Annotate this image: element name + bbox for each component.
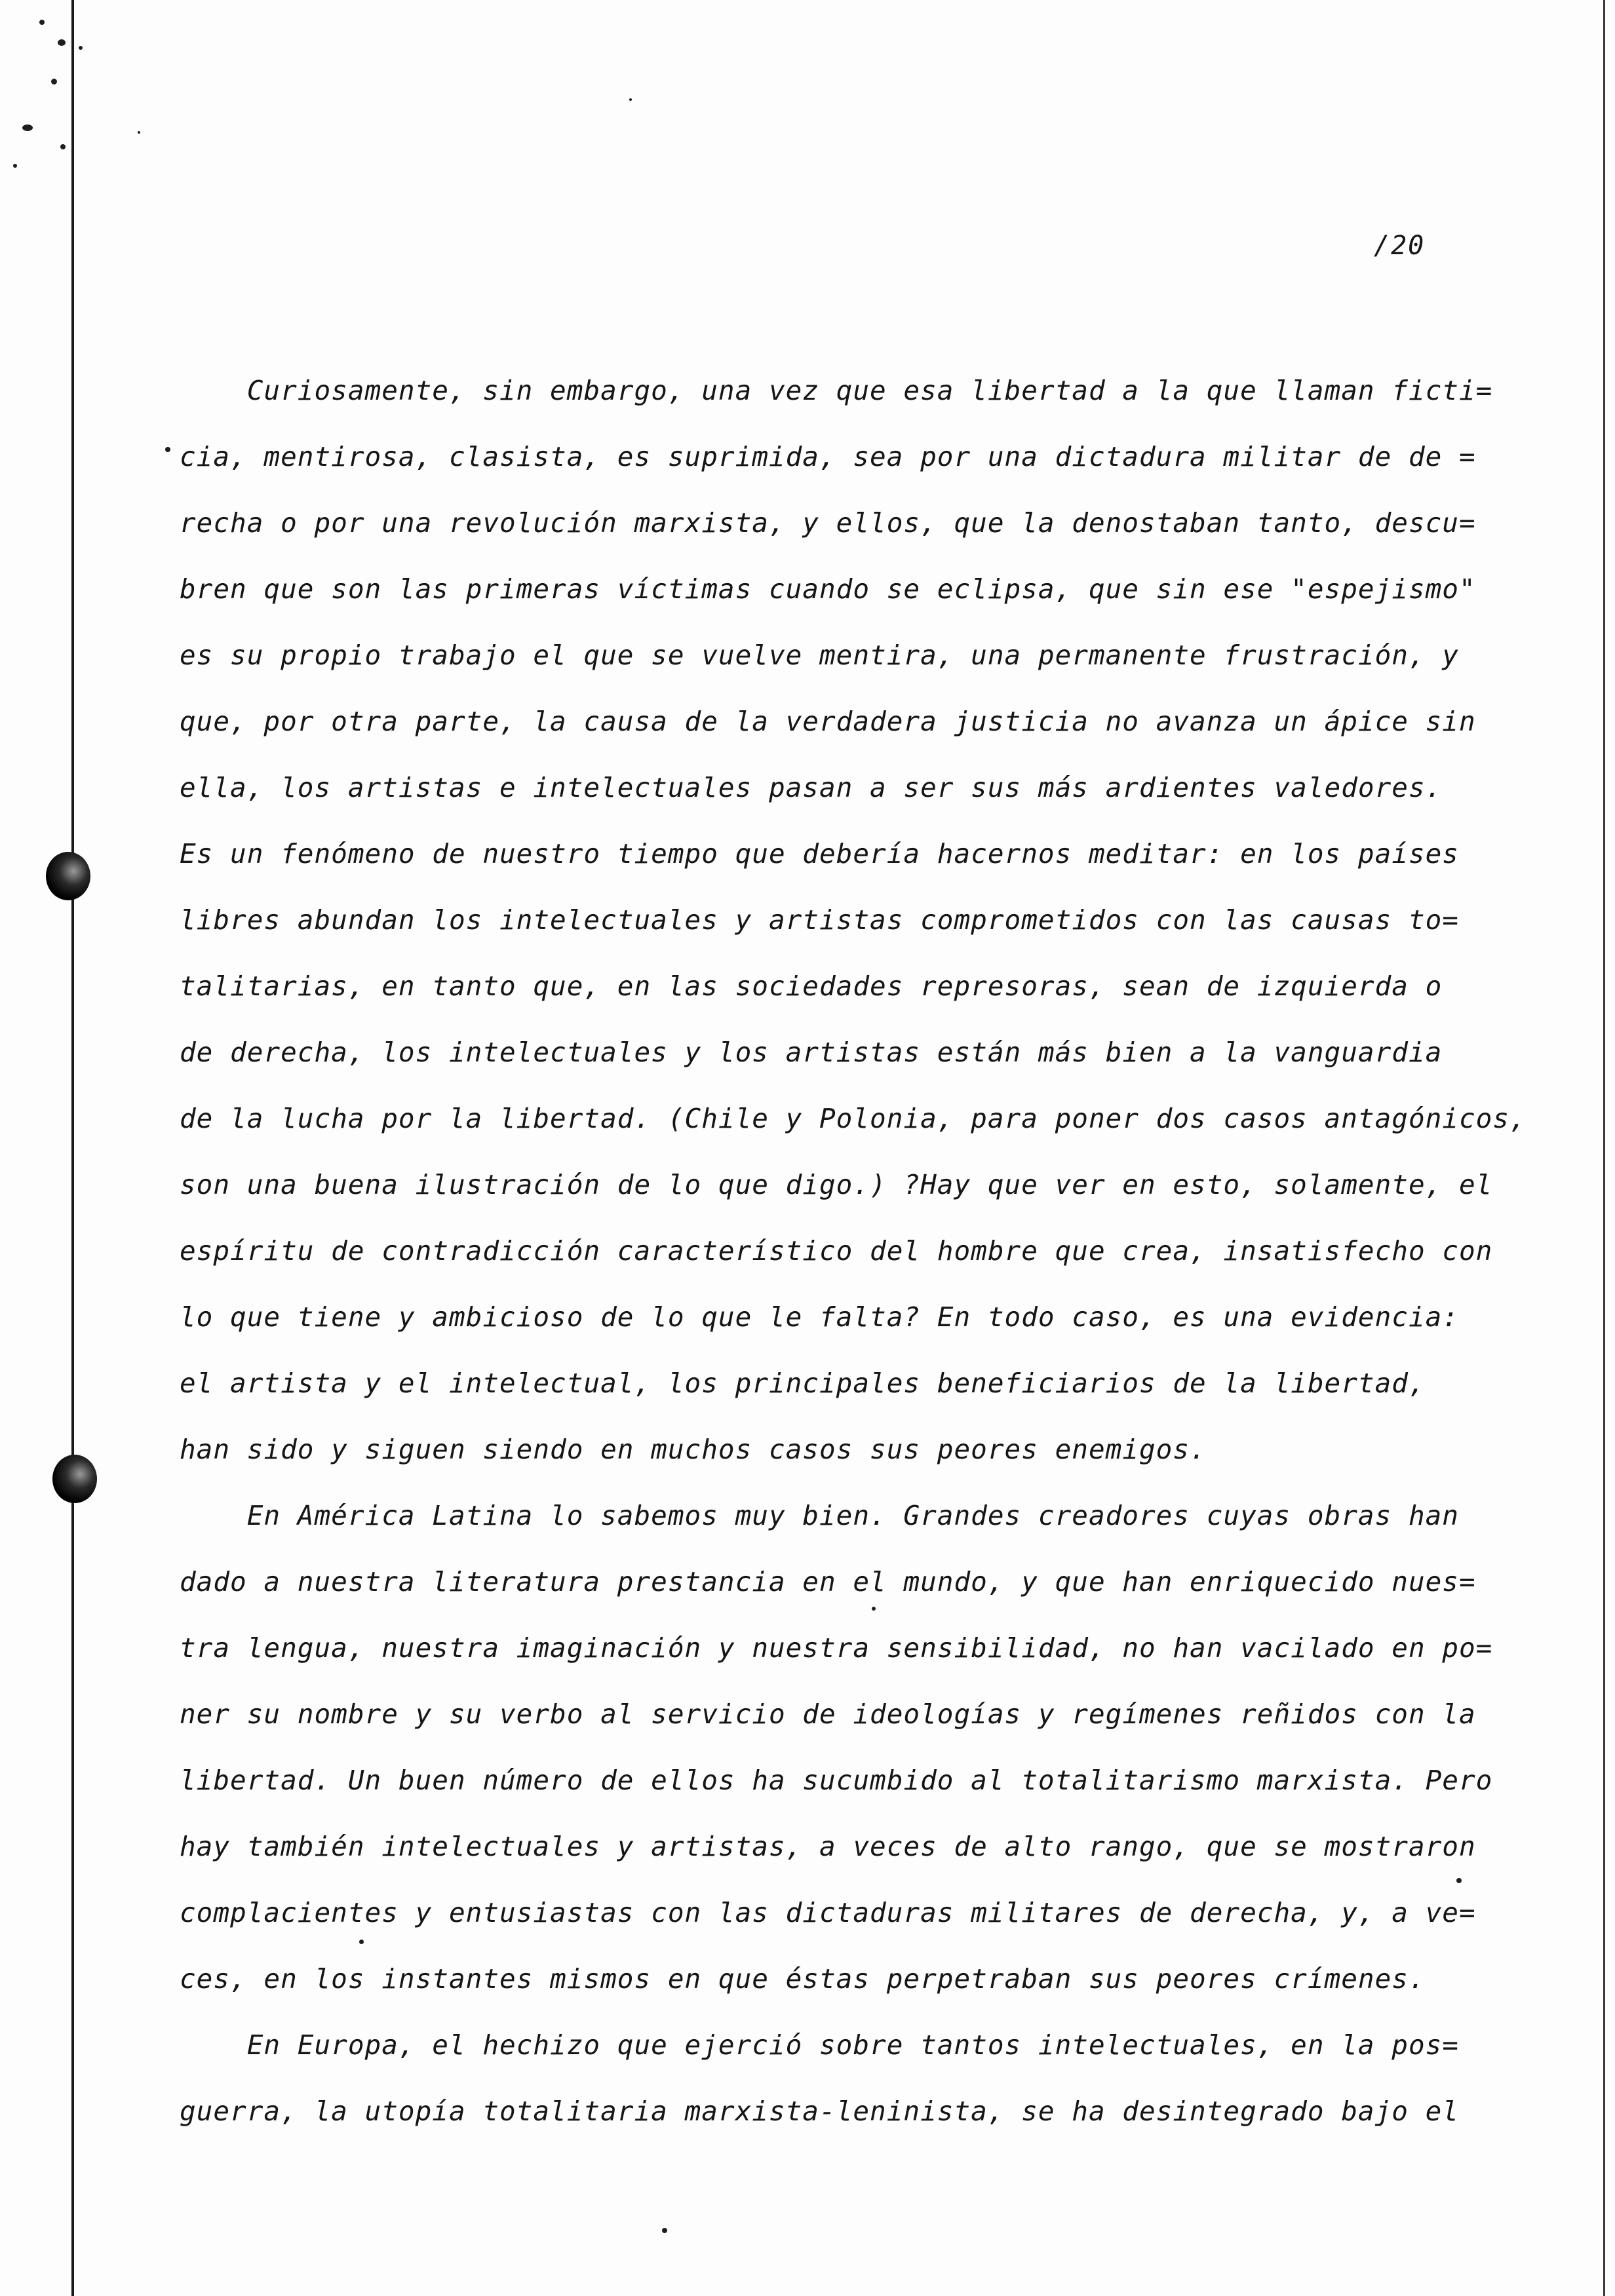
text-line: cia, mentirosa, clasista, es suprimida, sea por una dictadura militar de de = — [180, 441, 1476, 472]
text-line: de derecha, los intelectuales y los artistas están más bien a la vanguardia — [180, 1037, 1443, 1068]
scan-speck — [60, 144, 66, 149]
text-line: bren que son las primeras víctimas cuando se eclipsa, que sin ese "espejismo" — [180, 573, 1476, 605]
page-number: /20 — [1374, 231, 1426, 261]
text-line: ella, los artistas e intelectuales pasan a ser sus más ardientes valedores. — [180, 772, 1443, 803]
text-line: dado a nuestra literatura prestancia en el mundo, y que han enriquecido nues= — [180, 1566, 1476, 1598]
scan-speck — [662, 2228, 667, 2233]
text-line: lo que tiene y ambicioso de lo que le falta? En todo caso, es una evidencia: — [180, 1301, 1459, 1333]
punch-hole-icon — [46, 852, 90, 900]
text-line: hay también intelectuales y artistas, a veces de alto rango, que se mostraron — [180, 1831, 1476, 1862]
text-line: talitarias, en tanto que, en las sociedades represoras, sean de izquierda o — [180, 970, 1443, 1002]
text-line: el artista y el intelectual, los principales beneficiarios de la libertad, — [180, 1368, 1426, 1399]
text-line: En América Latina lo sabemos muy bien. Grandes creadores cuyas obras han — [180, 1500, 1459, 1531]
text-line: Es un fenómeno de nuestro tiempo que debería hacernos meditar: en los países — [180, 838, 1459, 870]
left-margin-rule — [71, 0, 74, 2296]
text-line: Curiosamente, sin embargo, una vez que esa libertad a la que llaman ficti= — [180, 375, 1493, 406]
scan-speck — [51, 79, 57, 85]
text-line: recha o por una revolución marxista, y ellos, que la denostaban tanto, descu= — [180, 507, 1476, 539]
right-page-edge — [1603, 0, 1605, 2296]
scan-speck — [22, 124, 33, 131]
scan-speck — [79, 46, 83, 50]
text-line: son una buena ilustración de lo que digo.) ?Hay que ver en esto, solamente, el — [180, 1169, 1493, 1200]
punch-hole-icon — [52, 1455, 97, 1503]
text-line: de la lucha por la libertad. (Chile y Polonia, para poner dos casos antagónicos, — [180, 1103, 1527, 1134]
text-line: tra lengua, nuestra imaginación y nuestra sensibilidad, no han vacilado en po= — [180, 1632, 1493, 1664]
text-line: En Europa, el hechizo que ejerció sobre tantos intelectuales, en la pos= — [180, 2029, 1459, 2061]
scan-speck — [165, 447, 170, 452]
scan-speck — [138, 131, 140, 134]
text-line: libertad. Un buen número de ellos ha sucumbido al totalitarismo marxista. Pero — [180, 1765, 1493, 1796]
text-line: libres abundan los intelectuales y artistas comprometidos con las causas to= — [180, 904, 1459, 936]
text-line: ner su nombre y su verbo al servicio de ideologías y regímenes reñidos con la — [180, 1698, 1476, 1730]
scan-speck — [13, 164, 17, 168]
text-line: guerra, la utopía totalitaria marxista-leninista, se ha desintegrado bajo el — [180, 2095, 1459, 2127]
body-text — [180, 367, 1595, 2154]
text-line: ces, en los instantes mismos en que éstas perpetraban sus peores crímenes. — [180, 1963, 1426, 1995]
text-line: complacientes y entusiastas con las dictaduras militares de derecha, y, a ve= — [180, 1897, 1476, 1928]
text-line: que, por otra parte, la causa de la verdadera justicia no avanza un ápice sin — [180, 706, 1476, 737]
text-line: es su propio trabajo el que se vuelve mentira, una permanente frustración, y — [180, 640, 1459, 671]
text-line: han sido y siguen siendo en muchos casos sus peores enemigos. — [180, 1434, 1207, 1465]
scan-speck — [629, 98, 632, 101]
scan-speck — [58, 39, 66, 46]
scan-speck — [39, 20, 45, 25]
text-line: espíritu de contradicción característico del hombre que crea, insatisfecho con — [180, 1235, 1493, 1267]
